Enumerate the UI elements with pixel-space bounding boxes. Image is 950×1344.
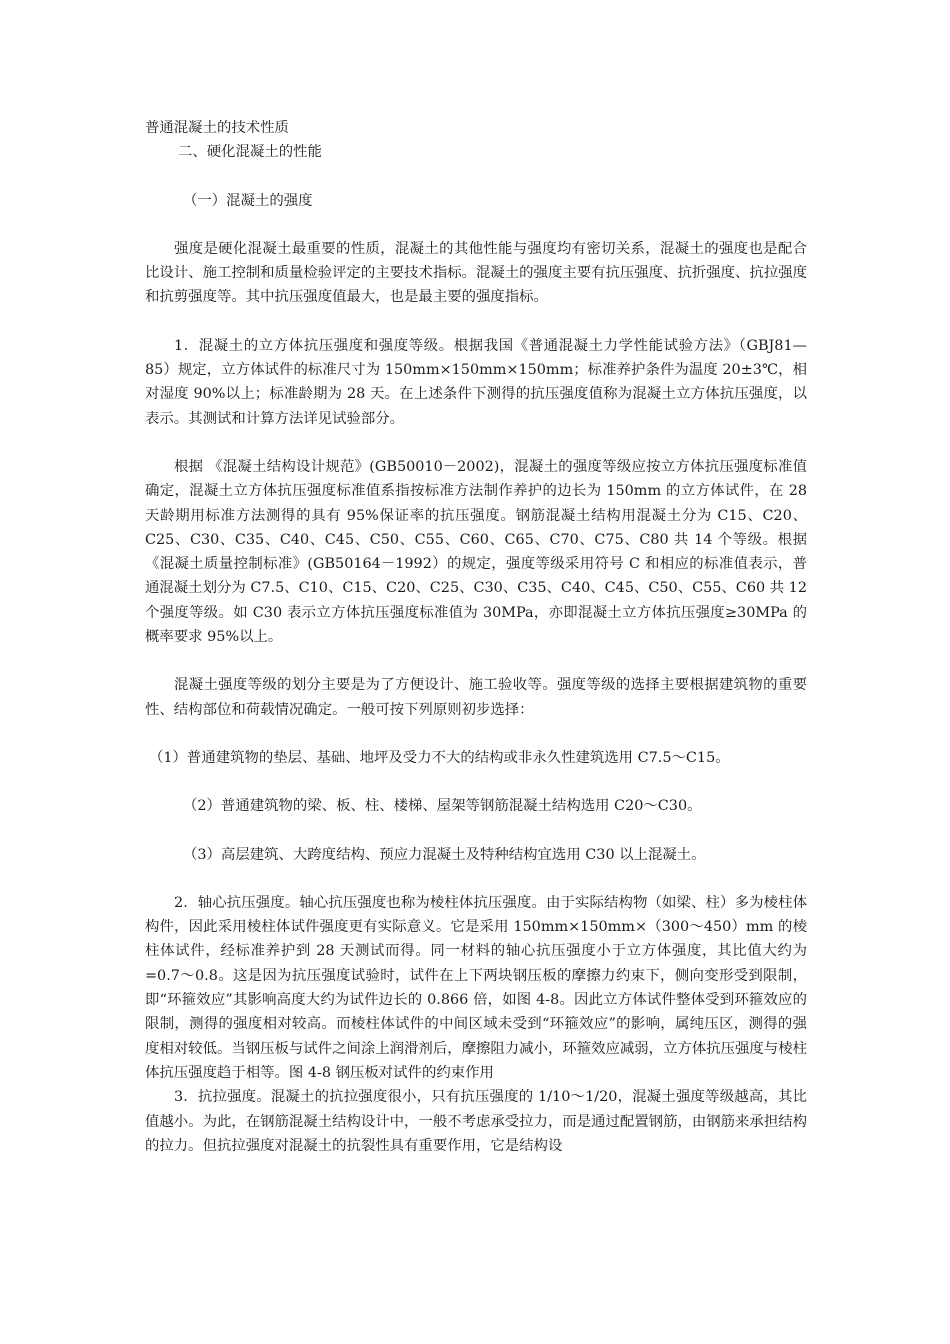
list-item-grade-1: （1）普通建筑物的垫层、基础、地坪及受力不大的结构或非永久性建筑选用 C7.5～C15。 [149, 749, 730, 766]
list-item-grade-3: （3）高层建筑、大跨度结构、预应力混凝土及特种结构宜选用 C30 以上混凝土。 [183, 846, 706, 863]
paragraph-grade-selection: 混凝土强度等级的划分主要是为了方便设计、施工验收等。强度等级的选择主要根据建筑物的重要性、结构部位和荷载情况确定。一般可按下列原则初步选择： [145, 677, 807, 718]
paragraph-tensile-strength: 3．抗拉强度。混凝土的抗拉强度很小，只有抗压强度的 1/10～1/20，混凝土强度等级越高，其比值越小。为此，在钢筋混凝土结构设计中，一般不考虑承受拉力，而是通过配置钢筋，由钢筋来承担结构的拉力。但抗拉强度对混凝土的抗裂性具有重要作用，它是结构设 [145, 1089, 807, 1154]
paragraph-cube-strength: 1．混凝土的立方体抗压强度和强度等级。根据我国《普通混凝土力学性能试验方法》（GBJ81—85）规定，立方体试件的标准尺寸为 150mm×150mm×150mm；标准养护条件为温度 20±3℃，相对湿度 90%以上；标准龄期为 28 天。在上述条件下测得的抗压强度值称为混凝土立方体抗压强度，以表示。其测试和计算方法详见试验部分。 [145, 337, 807, 427]
subsection-heading: （一）混凝土的强度 [183, 192, 313, 209]
paragraph-strength-grades: 根据 《混凝土结构设计规范》(GB50010－2002)，混凝土的强度等级应按立方体抗压强度标准值确定，混凝土立方体抗压强度标准值系指按标准方法制作养护的边长为 150mm 的立方体试件，在 28 天龄期用标准方法测得的具有 95%保证率的抗压强度。钢筋混凝土结构用混凝土分为 C15、C20、C25、C30、C35、C40、C45、C50、C55、C60、C65、C70、C75、C80 共 14 个等级。根据《混凝土质量控制标准》(GB50164－1992）的规定，强度等级采用符号 C 和相应的标准值表示，普通混凝土划分为 C7.5、C10、C15、C20、C25、C30、C35、C40、C45、C50、C55、C60 共 12 个强度等级。如 C30 表示立方体抗压强度标准值为 30MPa，亦即混凝土立方体抗压强度≥30MPa 的概率要求 95%以上。 [145, 458, 807, 646]
list-item-grade-2: （2）普通建筑物的梁、板、柱、楼梯、屋架等钢筋混凝土结构选用 C20～C30。 [183, 798, 702, 815]
document-page [145, 116, 807, 1158]
paragraph-axial-strength: 2．轴心抗压强度。轴心抗压强度也称为棱柱体抗压强度。由于实际结构物（如梁、柱）多为棱柱体构件，因此采用棱柱体试件强度更有实际意义。它是采用 150mm×150mm×（300～450）mm 的棱柱体试件，经标准养护到 28 天测试而得。同一材料的轴心抗压强度小于立方体强度，其比值大约为=0.7～0.8。这是因为抗压强度试验时，试件在上下两块钢压板的摩擦力约束下，侧向变形受到限制，即“环箍效应”其影响高度大约为试件边长的 0.866 倍，如图 4-8。因此立方体试件整体受到环箍效应的限制，测得的强度相对较高。而棱柱体试件的中间区域未受到“环箍效应”的影响，属纯压区，测得的强度相对较低。当钢压板与试件之间涂上润滑剂后，摩擦阻力减小，环箍效应减弱，立方体抗压强度与棱柱体抗压强度趋于相等。图 4-8 钢压板对试件的约束作用 [145, 894, 807, 1081]
section-heading: 二、硬化混凝土的性能 [178, 144, 322, 161]
document-title: 普通混凝土的技术性质 [145, 120, 289, 136]
paragraph-intro: 强度是硬化混凝土最重要的性质，混凝土的其他性能与强度均有密切关系，混凝土的强度也是配合比设计、施工控制和质量检验评定的主要技术指标。混凝土的强度主要有抗压强度、抗折强度、抗拉强度和抗剪强度等。其中抗压强度值最大，也是最主要的强度指标。 [145, 240, 807, 306]
